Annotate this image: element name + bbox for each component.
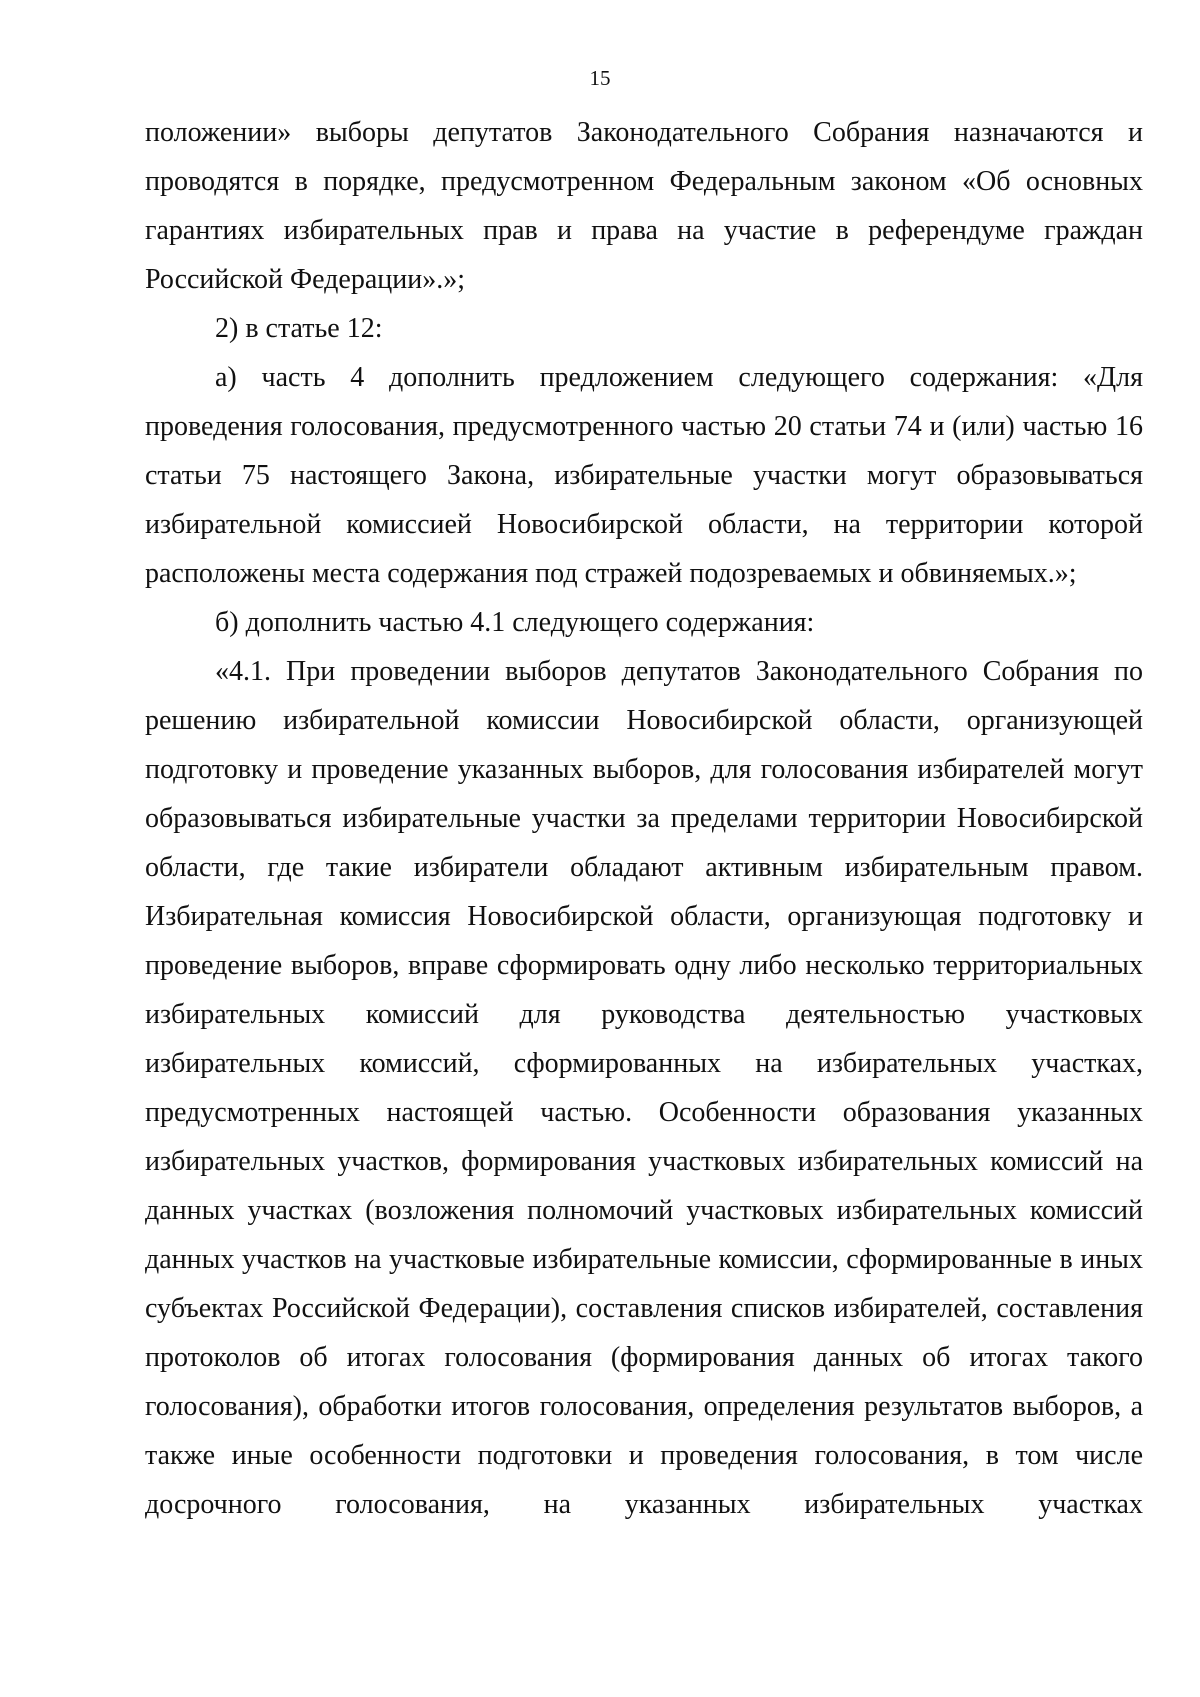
document-body [145,108,1143,1529]
paragraph-item-b: б) дополнить частью 4.1 следующего содержания: [215,607,815,638]
page-number: 15 [589,66,611,90]
paragraph-part-4-1: «4.1. При проведении выборов депутатов Законодательного Собрания по решению избирательной комиссии Новосибирской области, организующей подготовку и проведение указанных выборов, для голосования избирателей могут образовываться избирательные участки за пределами территории Новосибирской области, где такие избиратели обладают активным избирательным правом. Избирательная комиссия Новосибирской области, организующая подготовку и проведение выборов, вправе сформировать одну либо несколько территориальных избирательных комиссий для руководства деятельностью участковых избирательных комиссий, сформированных на избирательных участках, предусмотренных настоящей частью. Особенности образования указанных избирательных участков, формирования участковых избирательных комиссий на данных участках (возложения полномочий участковых избирательных комиссий данных участков на участковые избирательные комиссии, сформированные в иных субъектах Российской Федерации), составления списков избирателей, составления протоколов об итогах голосования (формирования данных об итогах такого голосования), обработки итогов голосования, определения результатов выборов, а также иные особенности подготовки и проведения голосования, в том числе досрочного голосования, на указанных избирательных участках [145,656,1143,1520]
paragraph-continuation: положении» выборы депутатов Законодательного Собрания назначаются и проводятся в порядке, предусмотренном Федеральным законом «Об основных гарантиях избирательных прав и права на участие в референдуме граждан Российской Федерации».»; [145,117,1143,295]
paragraph-item-a: а) часть 4 дополнить предложением следующего содержания: «Для проведения голосования, предусмотренного частью 20 статьи 74 и (или) частью 16 статьи 75 настоящего Закона, избирательные участки могут образовываться избирательной комиссией Новосибирской области, на территории которой расположены места содержания под стражей подозреваемых и обвиняемых.»; [145,362,1143,589]
paragraph-item-2: 2) в статье 12: [215,313,383,344]
